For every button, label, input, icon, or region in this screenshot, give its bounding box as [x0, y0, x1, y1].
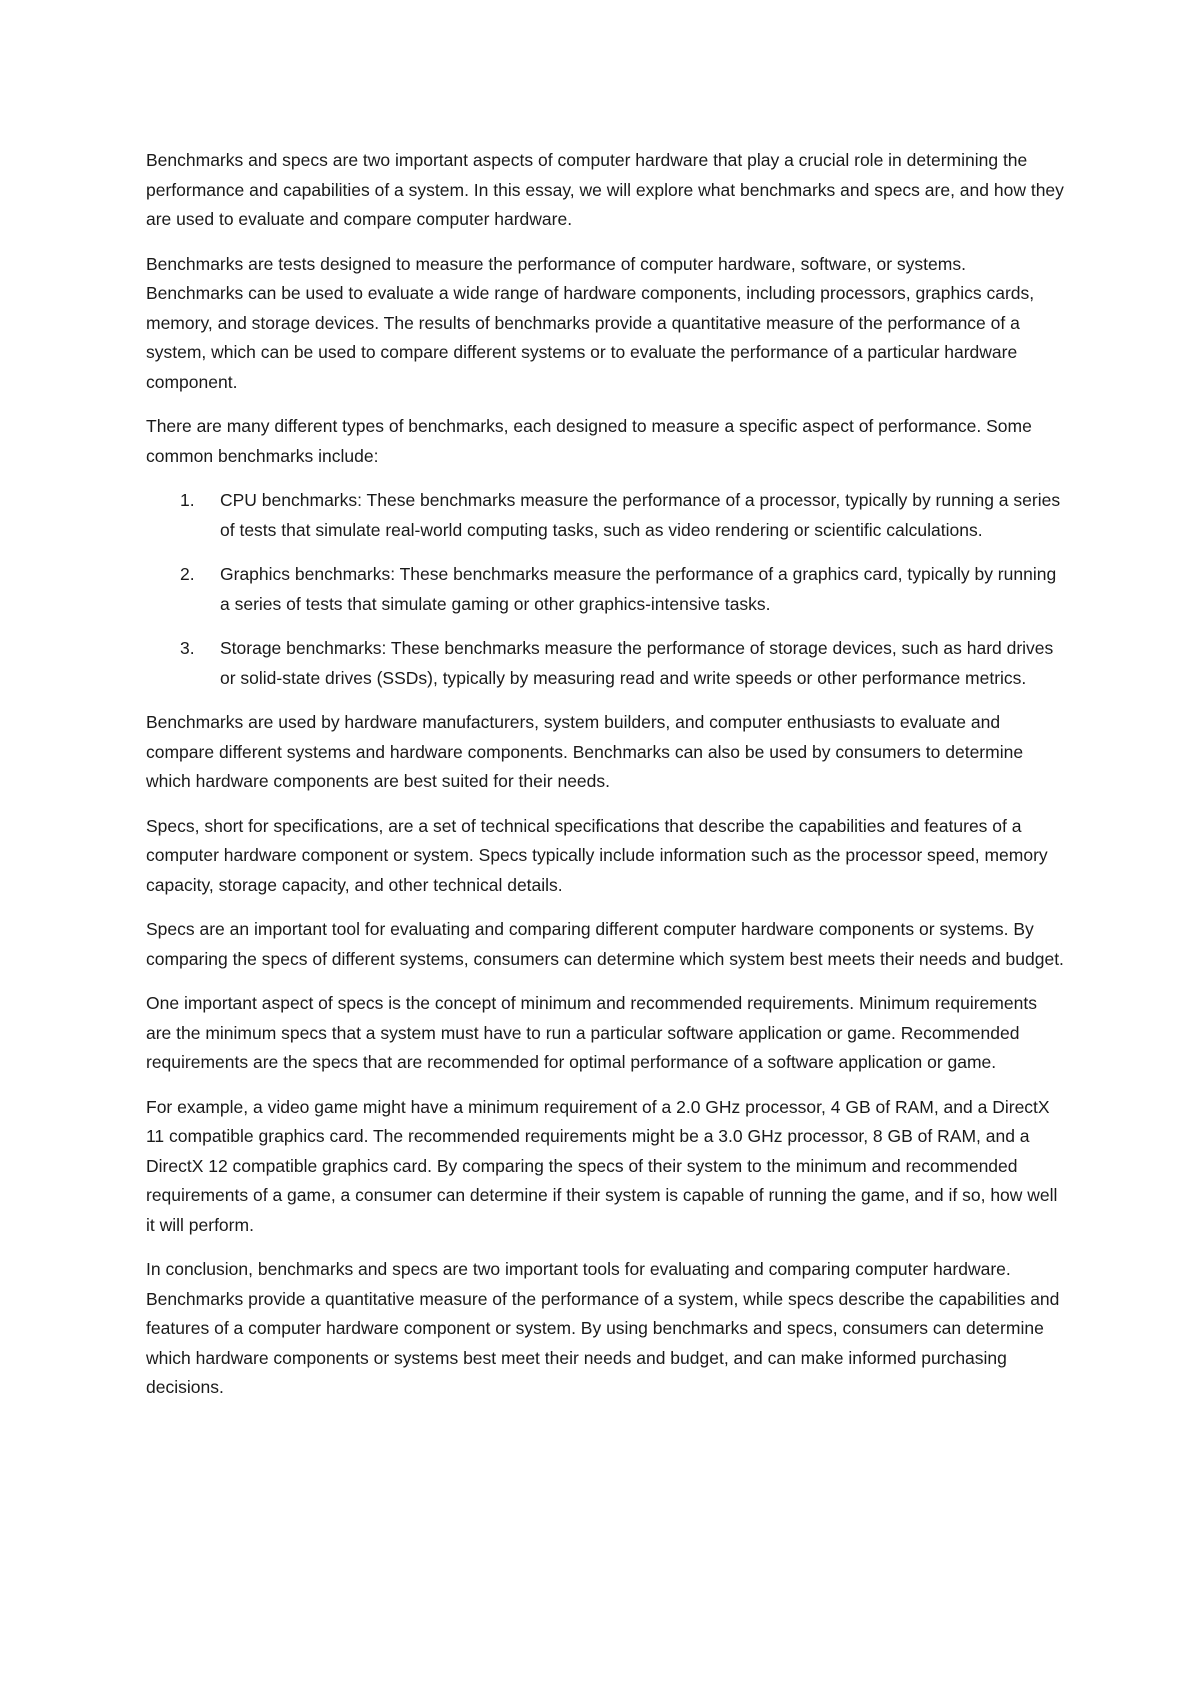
paragraph-specs-definition: Specs, short for specifications, are a set of technical specifications that describe the capabilities and features of a computer hardware component or system. Specs typically include information such as the processor speed, memory capacity, storage capacity, and other technical details.	[146, 815, 1048, 895]
paragraph-specs-tool: Specs are an important tool for evaluating and comparing different computer hardware components or systems. By comparing the specs of different systems, consumers can determine which system best meets their needs and budget.	[146, 919, 1064, 969]
paragraph-benchmarks-definition: Benchmarks are tests designed to measure the performance of computer hardware, software, or systems. Benchmarks can be used to evaluate a wide range of hardware components, including processors, graphics cards, memory, and storage devices. The results of benchmarks provide a quantitative measure of the performance of a system, which can be used to compare different systems or to evaluate the performance of a particular hardware component.	[146, 253, 1035, 392]
paragraph-requirements: One important aspect of specs is the concept of minimum and recommended requirements. Minimum requirements are the minimum specs that a system must have to run a particular software application or game. Recommended requirements are the specs that are recommended for optimal performance of a software application or game.	[146, 993, 1037, 1072]
list-item	[146, 634, 1066, 693]
paragraph-conclusion: In conclusion, benchmarks and specs are two important tools for evaluating and comparing computer hardware. Benchmarks provide a quantitative measure of the performance of a system, while specs describe the capabilities and features of a computer hardware component or system. By using benchmarks and specs, consumers can determine which hardware components or systems best meet their needs and budget, and can make informed purchasing decisions.	[146, 1259, 1060, 1397]
benchmark-types-list	[146, 486, 1066, 693]
list-item	[146, 560, 1066, 619]
paragraph-example: For example, a video game might have a minimum requirement of a 2.0 GHz processor, 4 GB of RAM, and a DirectX 11 compatible graphics card. The recommended requirements might be a 3.0 GHz processor, 8 GB of RAM, and a DirectX 12 compatible graphics card. By comparing the specs of their system to the minimum and recommended requirements of a game, a consumer can determine if their system is capable of running the game, and if so, how well it will perform.	[146, 1096, 1058, 1235]
list-item-text: Storage benchmarks: These benchmarks measure the performance of storage devices, such as hard drives or solid-state drives (SSDs), typically by measuring read and write speeds or other performance metrics.	[220, 638, 1054, 688]
list-item	[146, 486, 1066, 545]
list-number: 3.	[180, 638, 195, 658]
list-item-text: CPU benchmarks: These benchmarks measure the performance of a processor, typically by running a series of tests that simulate real-world computing tasks, such as video rendering or scientific calculations.	[220, 490, 1061, 540]
document-page	[146, 146, 1066, 1418]
list-number: 2.	[180, 564, 195, 584]
list-number: 1.	[180, 490, 195, 510]
paragraph-intro: Benchmarks and specs are two important aspects of computer hardware that play a crucial role in determining the performance and capabilities of a system. In this essay, we will explore what benchmarks and specs are, and how they are used to evaluate and compare computer hardware.	[146, 150, 1064, 229]
list-item-text: Graphics benchmarks: These benchmarks measure the performance of a graphics card, typically by running a series of tests that simulate gaming or other graphics-intensive tasks.	[220, 564, 1057, 614]
paragraph-benchmark-users: Benchmarks are used by hardware manufacturers, system builders, and computer enthusiasts to evaluate and compare different systems and hardware components. Benchmarks can also be used by consumers to determine which hardware components are best suited for their needs.	[146, 712, 1024, 791]
paragraph-benchmark-types: There are many different types of benchmarks, each designed to measure a specific aspect of performance. Some common benchmarks include:	[146, 416, 1032, 466]
